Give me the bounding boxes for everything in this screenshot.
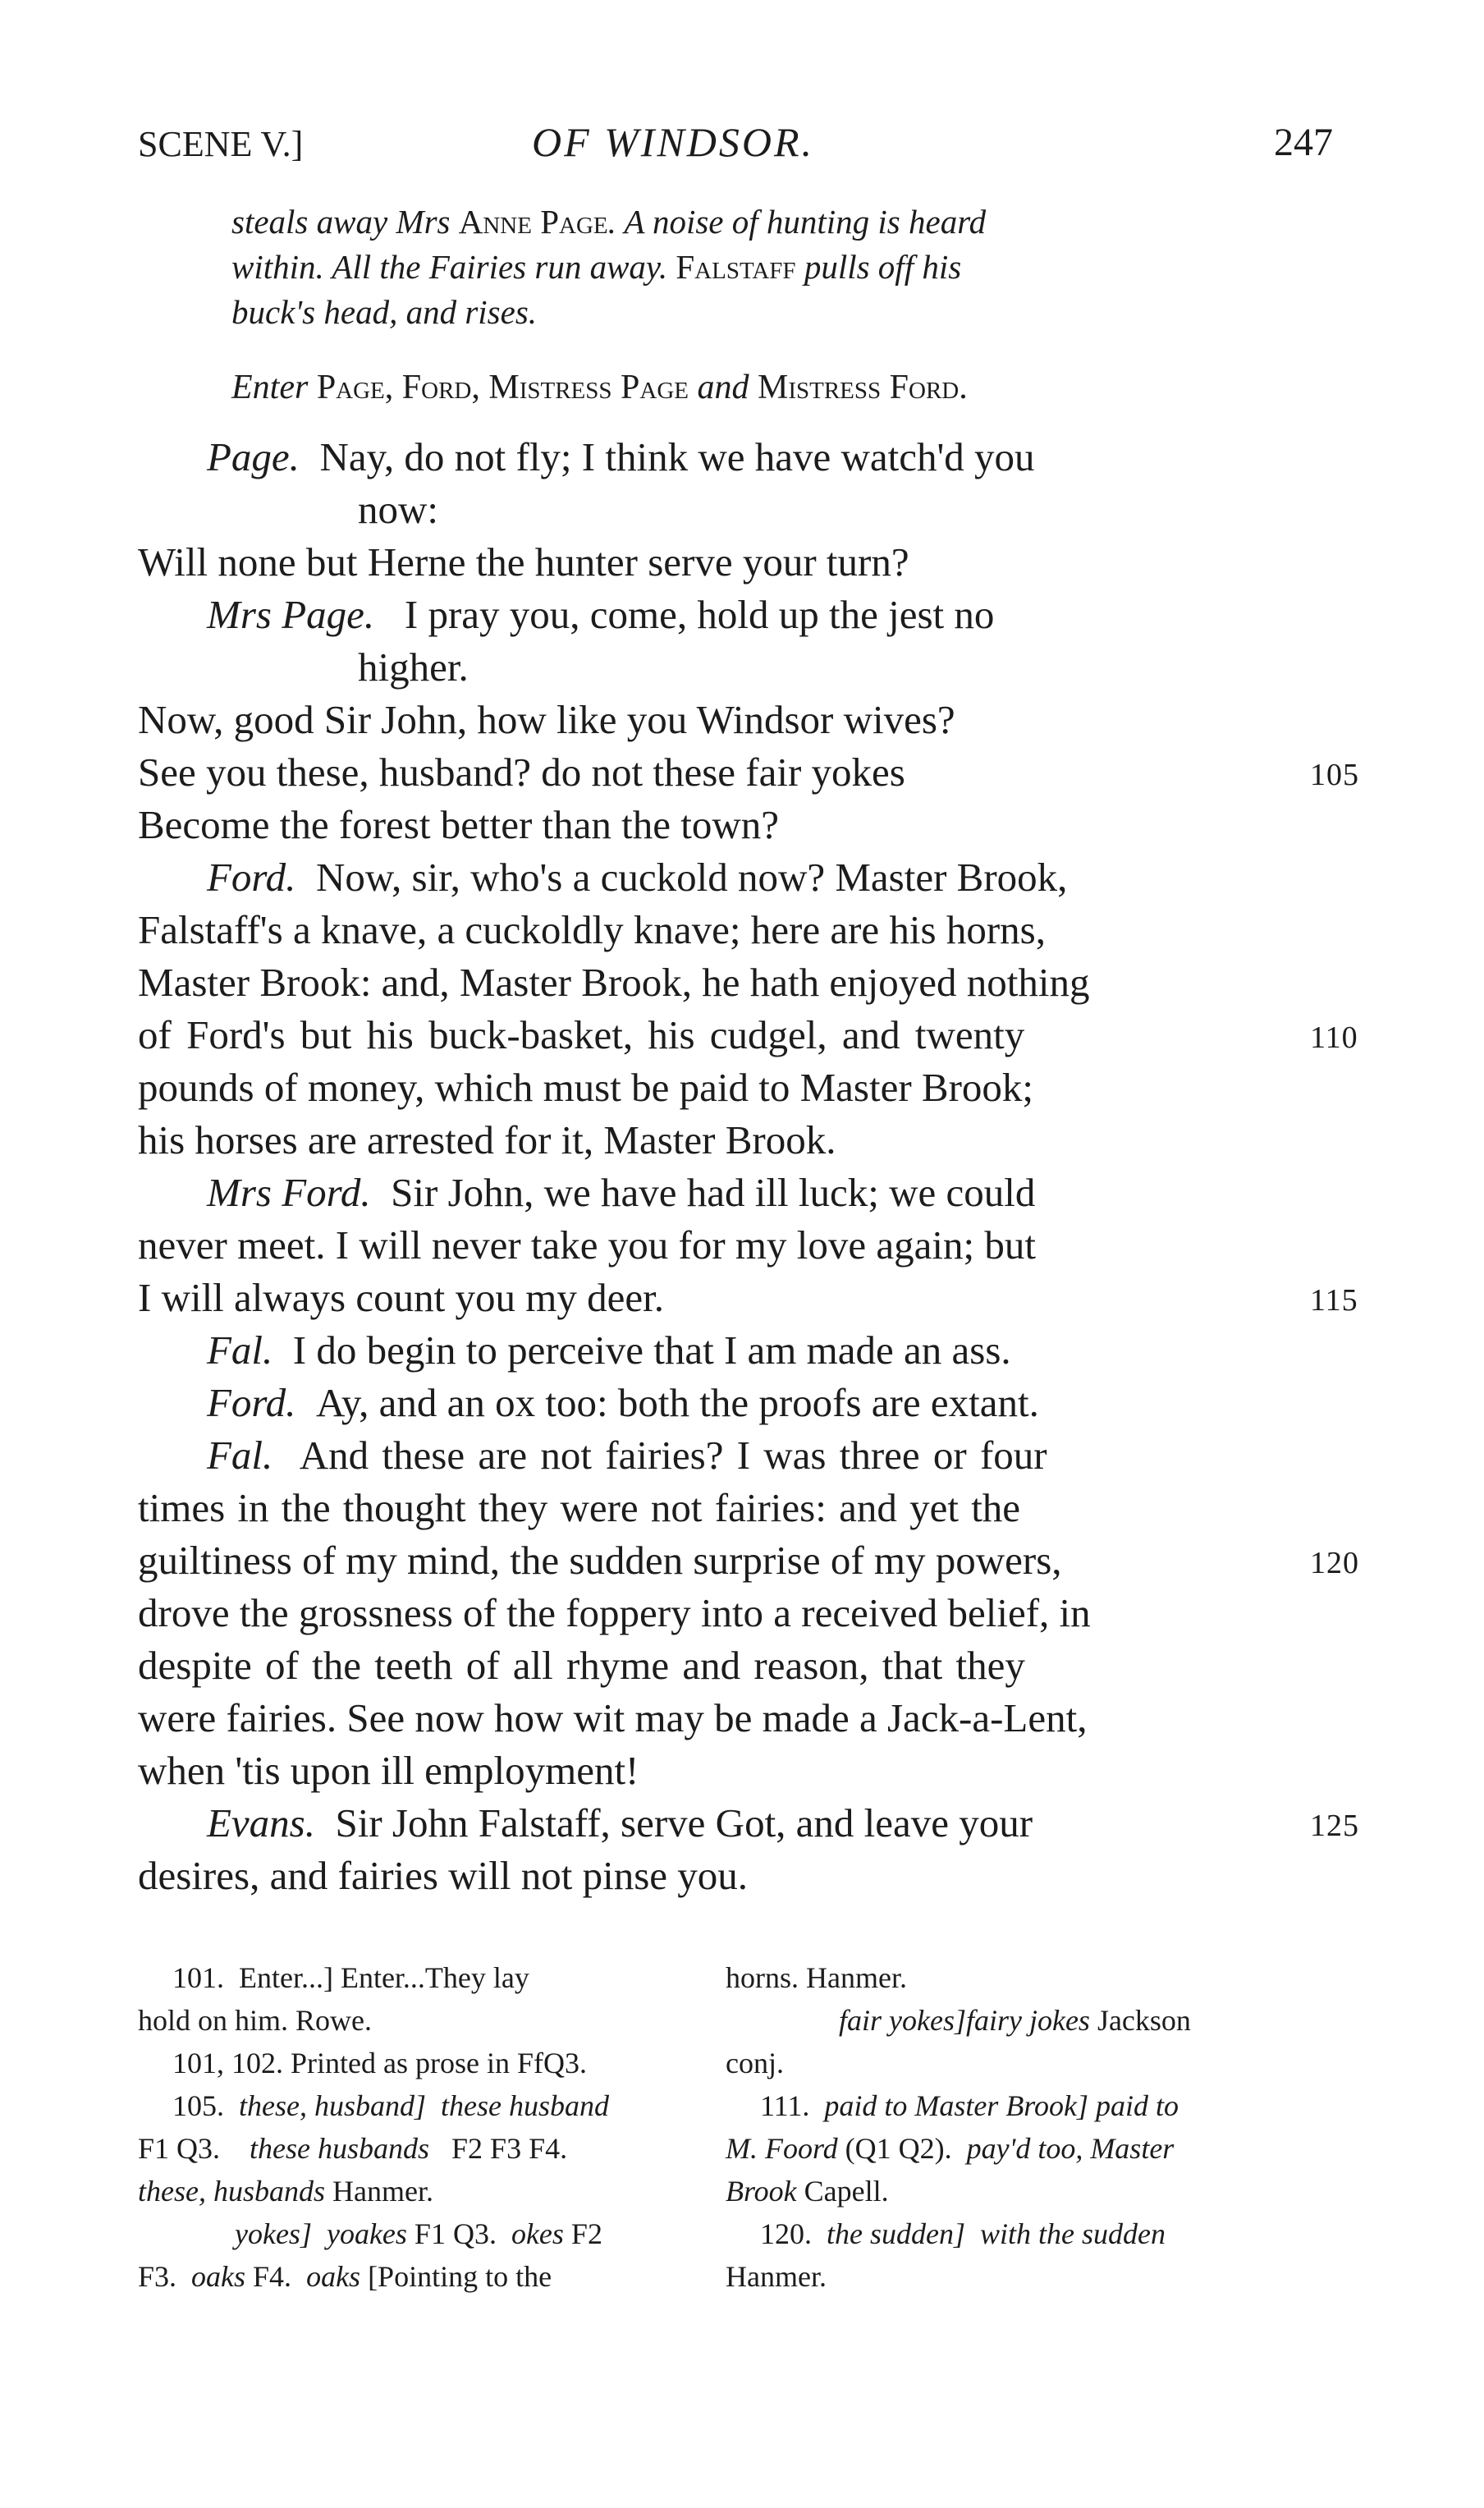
- running-head-title: OF WINDSOR.: [532, 119, 815, 165]
- line-text: And these are not fairies? I was three or four: [299, 1433, 1047, 1478]
- stage-direction-line: [231, 287, 537, 337]
- footnote-variant: fairy jokes: [965, 2004, 1090, 2037]
- speaker-name: Ford.: [207, 855, 296, 900]
- footnote-text: Jackson: [1097, 2004, 1191, 2037]
- footnote-text: [Pointing to the: [368, 2260, 552, 2293]
- footnote-number: 120.: [760, 2217, 812, 2250]
- footnote-line: [138, 2174, 433, 2208]
- line-text: Now, sir, who's a cuckold now? Master Brook,: [315, 855, 1068, 900]
- prose-line: [207, 1327, 1011, 1373]
- prose-line: his horses are arrested for it, Master Brook.: [138, 1117, 836, 1162]
- footnote-line: [138, 2131, 567, 2166]
- entrance-direction: [231, 368, 968, 407]
- prose-line: desires, and fairies will not pinse you.: [138, 1853, 749, 1898]
- speaker-name: Mrs Ford.: [207, 1170, 371, 1215]
- footnote-lemma: these, husband]: [239, 2089, 426, 2122]
- footnote-lemma: yokes]: [235, 2217, 312, 2250]
- footnote-number: 105.: [172, 2089, 224, 2122]
- footnote-number: 111.: [760, 2089, 810, 2122]
- verse-line: Will none but Herne the hunter serve your turn?: [138, 539, 909, 585]
- footnote-line: [726, 2174, 889, 2208]
- footnote-text: F2: [570, 2217, 602, 2250]
- verse-line: [207, 433, 1285, 480]
- line-number: 105: [1310, 758, 1359, 792]
- prose-line: [207, 854, 1067, 901]
- footnote-line: [726, 2131, 1174, 2166]
- footnote-line: [839, 2003, 1191, 2038]
- prose-line: [207, 1800, 1033, 1846]
- footnote-lemma: the sudden]: [827, 2217, 965, 2250]
- footnote-variant: pay'd too, Master: [966, 2132, 1175, 2165]
- line-text: Sir John, we have had ill luck; we could: [391, 1170, 1036, 1215]
- verse-line: Become the forest better than the town?: [138, 802, 779, 847]
- stage-direction-line: [231, 197, 986, 246]
- footnote-number: 101.: [172, 1961, 224, 1994]
- footnote-line: conj.: [726, 2047, 784, 2079]
- prose-line: guiltiness of my mind, the sudden surprise of my powers,: [138, 1538, 1062, 1583]
- speaker-name: Mrs Page.: [207, 592, 375, 637]
- prose-line: when 'tis upon ill employment!: [138, 1748, 639, 1793]
- prose-line: despite of the teeth of all rhyme and reason, that they: [138, 1643, 1025, 1688]
- prose-line: times in the thought they were not fairies: and yet the: [138, 1485, 1021, 1530]
- footnote-line: [760, 2088, 1179, 2123]
- footnote-variant: with the sudden: [979, 2217, 1166, 2250]
- footnote-variant: oaks: [191, 2260, 246, 2293]
- stage-direction-line: [231, 242, 961, 291]
- footnote-variant: these husband: [441, 2089, 609, 2122]
- entrance-names: Mistress Ford.: [757, 369, 968, 406]
- line-text: I do begin to perceive that I am made an ass.: [292, 1327, 1011, 1373]
- page-number: 247: [1274, 121, 1333, 164]
- footnote-variant: okes: [511, 2217, 564, 2250]
- sd-text: steals away Mrs: [231, 203, 451, 241]
- line-text: Sir John Falstaff, serve Got, and leave your: [335, 1800, 1033, 1845]
- footnote-text: Hanmer.: [332, 2175, 433, 2208]
- verse-line: [207, 591, 1285, 638]
- speaker-name: Fal.: [207, 1327, 273, 1373]
- footnote-text: F2 F3 F4.: [451, 2132, 568, 2165]
- footnote-line: [172, 1960, 529, 1995]
- footnote-lemma: fair yokes]: [839, 2004, 966, 2037]
- footnote-text: (Q1 Q2).: [845, 2132, 952, 2165]
- footnote-text: F1 Q3.: [414, 2217, 497, 2250]
- footnote-variant: M. Foord: [726, 2132, 838, 2165]
- footnote-line: [235, 2217, 602, 2251]
- speaker-name: Evans.: [207, 1800, 315, 1845]
- footnote-variant: Brook: [726, 2175, 797, 2208]
- entrance-and: and: [697, 369, 749, 406]
- line-text: I pray you, come, hold up the jest no: [404, 592, 995, 637]
- footnote-line: [172, 2088, 609, 2123]
- entrance-enter: Enter: [231, 369, 309, 406]
- footnote-text: Enter...] Enter...They lay: [239, 1961, 529, 1994]
- line-number: 125: [1310, 1809, 1359, 1843]
- footnote-text: Capell.: [804, 2175, 889, 2208]
- footnote-text: F4.: [253, 2260, 292, 2293]
- prose-line: were fairies. See now how wit may be made a Jack-a-Lent,: [138, 1695, 1088, 1740]
- prose-line: drove the grossness of the foppery into a received belief, in: [138, 1590, 1091, 1635]
- prose-line: I will always count you my deer.: [138, 1275, 664, 1320]
- sd-text: . A noise of hunting is heard: [607, 203, 987, 241]
- footnote-line: hold on him. Rowe.: [138, 2004, 372, 2037]
- footnote-lemma: paid to Master Brook]: [824, 2089, 1088, 2122]
- line-number: 120: [1310, 1546, 1359, 1580]
- verse-line: now:: [358, 487, 438, 532]
- prose-line: pounds of money, which must be paid to Master Brook;: [138, 1065, 1034, 1110]
- line-number: 110: [1310, 1020, 1358, 1055]
- verse-line: See you these, husband? do not these fair yokes: [138, 750, 905, 795]
- prose-line: never meet. I will never take you for my love again; but: [138, 1222, 1036, 1268]
- footnote-line: [760, 2217, 1166, 2251]
- sd-name: Anne Page: [458, 203, 608, 241]
- footnote-variant: these husbands: [250, 2132, 430, 2165]
- footnote-line: Hanmer.: [726, 2260, 827, 2293]
- footnote-variant: yoakes: [326, 2217, 407, 2250]
- prose-line: [207, 1432, 1047, 1479]
- line-text: Ay, and an ox too: both the proofs are extant.: [315, 1380, 1039, 1425]
- prose-line: of Ford's but his buck-basket, his cudgel, and twenty: [138, 1012, 1025, 1057]
- line-text: Nay, do not fly; I think we have watch'd you: [319, 434, 1035, 479]
- entrance-names: Page, Ford, Mistress Page: [316, 369, 689, 406]
- sd-text: pulls off his: [804, 248, 962, 286]
- footnote-text: F3.: [138, 2260, 177, 2293]
- prose-line: [207, 1379, 1039, 1426]
- footnote-variant: these, husbands: [138, 2175, 325, 2208]
- prose-line: [207, 1169, 1035, 1216]
- verse-line: Now, good Sir John, how like you Windsor wives?: [138, 697, 955, 742]
- verse-line: higher.: [358, 644, 469, 690]
- footnote-variant: paid to: [1095, 2089, 1179, 2122]
- footnote-line: horns. Hanmer.: [726, 1961, 907, 1994]
- line-number: 115: [1310, 1283, 1358, 1318]
- speaker-name: Fal.: [207, 1433, 273, 1478]
- prose-line: Falstaff's a knave, a cuckoldly knave; here are his horns,: [138, 907, 1046, 952]
- footnote-line: 101, 102. Printed as prose in FfQ3.: [172, 2047, 587, 2079]
- running-head-scene: SCENE V.]: [138, 124, 304, 164]
- footnote-variant: oaks: [306, 2260, 361, 2293]
- sd-name: Falstaff: [676, 248, 796, 286]
- speaker-name: Page.: [207, 434, 300, 479]
- prose-line: Master Brook: and, Master Brook, he hath enjoyed nothing: [138, 960, 1090, 1005]
- speaker-name: Ford.: [207, 1380, 296, 1425]
- footnote-text: F1 Q3.: [138, 2132, 221, 2165]
- sd-text: within. All the Fairies run away.: [231, 248, 668, 286]
- footnote-line: [138, 2259, 552, 2294]
- sd-text: buck's head, and rises.: [231, 293, 538, 331]
